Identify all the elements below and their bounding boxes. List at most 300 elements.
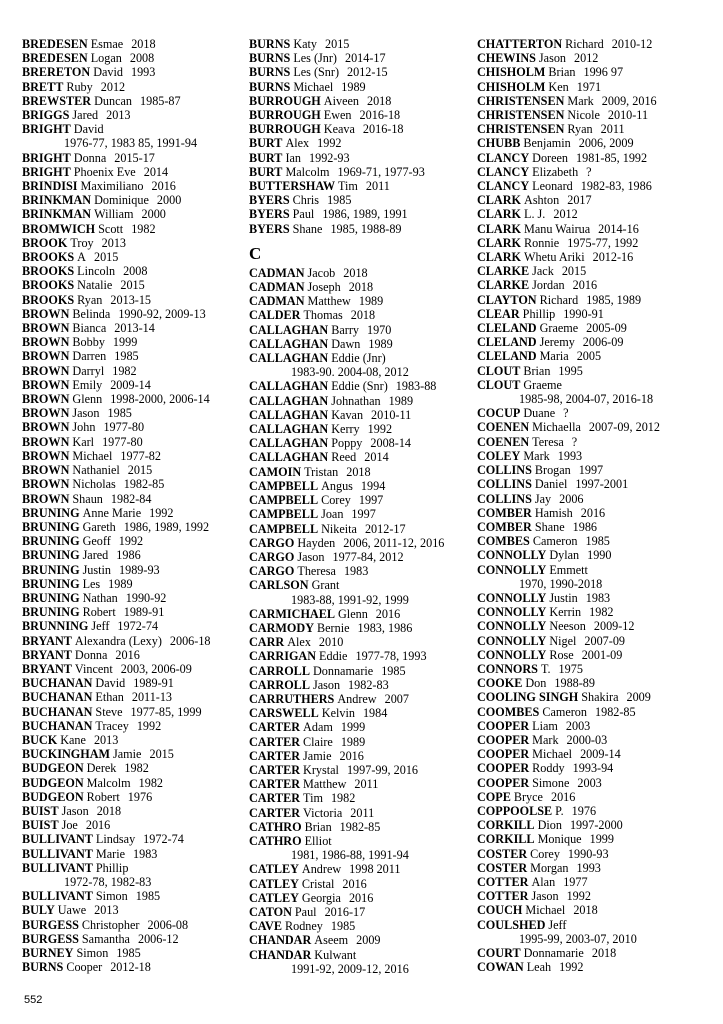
entry-surname: BROWN [22,377,70,392]
index-entry [22,278,244,292]
index-entry [249,905,474,919]
index-entry [22,80,244,94]
index-entry [249,664,474,678]
entry-years: 2018 [348,280,374,295]
index-entry [477,364,717,378]
index-entry [22,634,244,648]
index-entry [477,861,717,875]
entry-given-name: Katy [293,37,318,51]
index-entry [249,692,474,706]
entry-given-name: Kerry [331,422,360,437]
entry-surname: CATON [249,904,292,919]
entry-years: 2005 [576,349,602,364]
index-entry [22,847,244,861]
entry-given-name: Angus [321,478,353,493]
entry-years: 1975-77, 1992 [567,235,639,250]
entry-surname: CALDER [249,308,301,323]
index-entry [249,948,474,962]
entry-years: 1989 [368,336,393,351]
index-entry [22,420,244,434]
index-entry [477,207,717,221]
entry-surname: CAMPBELL [249,521,319,536]
index-entry [477,818,717,832]
index-entry [249,422,474,436]
entry-years: 2016 [580,505,606,520]
entry-surname: CADMAN [249,265,305,280]
index-entry [477,321,717,335]
entry-given-name: Tim [338,179,358,194]
index-entry [249,919,474,933]
index-entry [249,862,474,876]
index-entry [249,820,474,834]
entry-surname: CAMPBELL [249,507,319,522]
entry-years: 2009 [626,690,651,705]
index-entry [477,307,717,321]
entry-given-name: Jay [534,491,552,506]
index-entry [249,207,474,221]
entry-given-name: Jared [72,108,99,123]
entry-years: 2010-11 [607,108,649,123]
entry-given-name: Phoenix Eve [73,164,136,179]
index-entry [249,933,474,947]
entry-given-name: Bryce [513,789,543,804]
entry-given-name: Shakira [581,690,619,705]
entry-given-name: Victoria [303,805,343,820]
entry-given-name: Emmett [549,562,588,577]
entry-surname: COOKE [477,676,523,691]
index-entry [249,94,474,108]
entry-given-name: Ronnie [524,235,560,250]
entry-years: 2016 [572,278,598,293]
entry-surname: CHISHOLM [477,65,546,80]
entry-years: 1986, 1989, 1992 [123,519,210,534]
entry-surname: BULY [22,903,55,918]
entry-years: 2000 [141,207,166,222]
index-entry [22,903,244,917]
entry-given-name: Kelvin [321,706,355,721]
index-entry [22,804,244,818]
index-entry [249,323,474,337]
index-entry [22,165,244,179]
entry-surname: CARTER [249,805,301,820]
entry-years: 2011 [354,777,379,792]
entry-years: 2013 [93,732,119,747]
entry-surname: CARTER [249,720,301,735]
entry-years: 1990-92, 2009-13 [118,306,206,321]
index-entry [22,307,244,321]
entry-given-name: Mark [567,93,594,108]
index-entry [22,861,244,875]
entry-years: 2016 [85,818,111,833]
index-entry [22,250,244,264]
entry-given-name: Duane [523,406,556,421]
index-entry [249,763,474,777]
entry-surname: CLOUT [477,363,521,378]
index-entry [477,705,717,719]
entry-surname: CAVE [249,919,282,934]
index-entry [477,293,717,307]
entry-given-name: Tracey [95,718,129,733]
entry-years: 2006, 2009 [578,136,634,151]
entry-given-name: Les (Jnr) [293,51,337,66]
entry-given-name: Donnamarie [523,946,584,960]
entry-given-name: Ian [285,150,301,165]
entry-given-name: Esmae [90,37,124,51]
index-entry [22,293,244,307]
index-entry [22,563,244,577]
index-entry [22,94,244,108]
index-entry [477,591,717,605]
entry-surname: CLOUT [477,377,521,392]
index-entry [22,449,244,463]
index-entry [249,877,474,891]
entry-given-name: Malcolm [285,164,330,179]
index-entry [477,520,717,534]
index-entry [477,406,717,420]
entry-years: 1983 [133,846,158,861]
entry-surname: BUDGEON [22,775,84,790]
entry-given-name: Christopher [81,917,140,932]
entry-surname: BUCHANAN [22,676,93,691]
index-entry [22,193,244,207]
entry-years-continuation: 1983-88, 1991-92, 1999 [291,592,409,607]
entry-given-name: Aseem [314,933,349,948]
entry-years: 1977-82 [120,448,161,463]
entry-years: 1997 [358,493,384,508]
entry-surname: BRIGHT [22,150,71,165]
entry-surname: BROOKS [22,250,75,265]
entry-years: 1985-87 [140,93,181,108]
entry-surname: CATLEY [249,876,299,891]
entry-given-name: Rodney [284,919,323,934]
entry-years: 1985 [327,193,352,208]
entry-surname: CHRISTENSEN [477,122,565,137]
entry-years: 1982 [589,605,614,620]
entry-years: 2011 [365,179,390,194]
entry-given-name: Jacob [307,265,336,280]
entry-years: 1983 [585,590,611,605]
entry-years: 1989 [388,393,414,408]
entry-surname: BURT [249,164,283,179]
entry-years: 2012-17 [364,521,406,536]
entry-given-name: Kulwant [314,947,357,962]
entry-given-name: Whetu Ariki [524,250,585,265]
entry-given-name: Joseph [307,280,341,295]
entry-surname: BURROUGH [249,108,321,123]
entry-years: 2016 [550,789,576,804]
entry-years: 1977-80 [102,434,143,449]
entry-surname: BROWN [22,321,70,336]
entry-given-name: Elizabeth [532,164,579,179]
entry-years: 2008 [129,51,155,66]
entry-surname: CALLAGHAN [249,336,329,351]
entry-given-name: Graeme [539,321,579,336]
entry-given-name: Kane [60,732,86,747]
entry-given-name: Nathaniel [72,463,120,478]
index-entry [249,635,474,649]
entry-given-name: Troy [70,235,94,250]
entry-years: 1990-93 [567,846,609,861]
entry-given-name: Eddie (Snr) [331,379,388,394]
entry-surname: CALLAGHAN [249,450,329,465]
entry-years: 1999 [112,335,138,350]
index-entry [249,51,474,65]
index-entry [249,777,474,791]
entry-years: 1977-84, 2012 [332,549,404,564]
entry-given-name: Darryl [72,363,105,378]
entry-surname: BULLIVANT [22,832,93,847]
entry-surname: BRUNING [22,548,80,563]
index-entry [477,349,717,363]
entry-years: 2018 [591,946,617,960]
entry-years: 2000 [156,193,182,208]
index-entry [477,477,717,491]
index-entry [477,875,717,889]
entry-surname: COSTER [477,860,528,875]
index-entry [249,678,474,692]
entry-given-name: Robert [86,789,120,804]
entry-years: 1990-92 [125,590,167,605]
index-entry [249,280,474,294]
index-entry [22,776,244,790]
entry-given-name: Ryan [567,122,593,137]
index-entry [477,946,717,960]
index-entry [249,607,474,621]
entry-given-name: Cristal [301,876,335,891]
entry-given-name: Logan [90,51,122,66]
entry-given-name: Jamie [113,747,142,762]
index-entry [477,463,717,477]
entry-years: 1982 [138,775,164,790]
entry-given-name: Adam [303,720,333,735]
entry-years: 2006-08 [147,917,189,932]
entry-given-name: Karl [72,434,95,449]
entry-given-name: Robert [82,605,116,620]
entry-years: 2018 [343,265,368,280]
index-entry [249,621,474,635]
entry-given-name: Scott [98,221,124,236]
entry-surname: CLELAND [477,335,537,350]
entry-surname: BULLIVANT [22,889,93,904]
entry-surname: CLANCY [477,150,530,165]
index-entry [477,151,717,165]
entry-surname: BURT [249,150,283,165]
index-entry [477,690,717,704]
index-entry [249,834,474,848]
entry-years: 1981-85, 1992 [576,150,648,165]
entry-given-name: Lindsay [95,832,136,847]
entry-years-continuation: 1970, 1990-2018 [519,576,603,591]
entry-years: 2008-14 [370,436,412,451]
entry-years: 1985 [135,889,161,904]
entry-years: 2009, 2016 [601,93,657,108]
index-entry [22,207,244,221]
entry-given-name: Neeson [549,619,586,634]
entry-years-continuation: 1985-98, 2004-07, 2016-18 [519,392,654,407]
entry-years: 1982-83, 1986 [580,179,652,194]
entry-surname: CLELAND [477,321,537,336]
entry-years: 1975 [558,661,583,676]
entry-surname: COENEN [477,420,530,435]
entry-surname: BROWN [22,434,70,449]
entry-surname: CLANCY [477,179,530,194]
entry-years: 1985 [114,349,139,364]
index-entry [22,747,244,761]
entry-years: 2012-15 [347,65,388,80]
index-entry [249,649,474,663]
entry-given-name: Ethan [95,690,124,705]
entry-surname: CONNOLLY [477,590,547,605]
entry-given-name: Brian [548,65,576,80]
index-entry [477,420,717,434]
entry-years: 2018 [350,308,376,323]
entry-given-name: Matthew [307,294,351,309]
entry-surname: BUDGEON [22,761,84,776]
entry-given-name: Jason [61,803,89,818]
index-entry [477,108,717,122]
index-entry [477,449,717,463]
entry-given-name: Alan [531,874,556,889]
entry-surname: BRUNING [22,605,80,620]
entry-years: 2008 [123,264,148,279]
entry-given-name: Corey [530,846,560,861]
entry-given-name: Dylan [549,548,580,563]
entry-surname: BROWN [22,491,70,506]
entry-given-name: Corey [321,493,351,508]
index-entry [249,379,474,393]
index-entry [22,605,244,619]
entry-surname: BREWSTER [22,93,92,108]
entry-years: 1998 2011 [349,862,401,877]
index-entry [249,735,474,749]
index-entry [249,337,474,351]
entry-given-name: Doreen [532,150,569,165]
entry-given-name: T. [540,661,551,676]
entry-years: 2003 [577,775,602,790]
entry-surname: CORKILL [477,832,535,847]
entry-years: 1984 [362,706,388,721]
entry-surname: COLLINS [477,477,532,492]
entry-given-name: John [72,420,96,435]
entry-surname: BUCKINGHAM [22,747,111,762]
entry-surname: CLARKE [477,264,530,279]
section-letter-heading: C [249,243,262,263]
entry-years: 1989-91 [123,605,165,620]
index-entry [477,136,717,150]
entry-years: 1992 [118,534,144,549]
entry-years-continuation: 1976-77, 1983 85, 1991-94 [64,136,198,151]
index-entry [477,903,717,917]
index-entry [22,946,244,960]
entry-surname: COUCH [477,903,523,918]
entry-given-name: Nigel [549,633,577,648]
entry-given-name: Joan [321,507,344,522]
entry-years-continuation: 1981, 1986-88, 1991-94 [291,848,409,863]
index-entry [477,264,717,278]
entry-surname: BRIGHT [22,164,71,179]
entry-given-name: Jason [538,51,567,66]
entry-years: 1969-71, 1977-93 [337,164,425,179]
entry-surname: BROOK [22,235,68,250]
entry-years: 2016 [151,179,176,194]
index-entry [477,236,717,250]
entry-years: 1989 [341,79,366,94]
entry-surname: COWAN [477,960,524,975]
entry-given-name: Michael [293,79,334,94]
index-entry [22,960,244,974]
entry-years: 1989-93 [119,562,160,577]
entry-given-name: David [93,65,123,80]
entry-years: 2016-18 [359,108,401,123]
entry-years: 1997 [578,463,604,478]
entry-years: 1986, 1989, 1991 [322,207,408,222]
entry-given-name: Justin [549,590,578,605]
entry-surname: BURNS [22,960,64,975]
entry-given-name: William [94,207,134,222]
index-entry [477,179,717,193]
entry-years: 1996 97 [583,65,624,80]
entry-years: 1985, 1989 [586,292,642,307]
index-entry [477,222,717,236]
entry-surname: CONNOLLY [477,548,547,563]
entry-years: 2017 [567,193,592,208]
entry-given-name: Theresa [297,564,336,579]
entry-surname: CHRISTENSEN [477,108,565,123]
index-entry [477,534,717,548]
entry-surname: CALLAGHAN [249,407,329,422]
entry-surname: CONNOLLY [477,605,547,620]
entry-years: 2006 [559,491,584,506]
entry-years: 2016 [115,647,140,662]
entry-surname: CLAYTON [477,292,537,307]
entry-years: 2009-12 [593,619,635,634]
entry-surname: BROWN [22,392,70,407]
entry-surname: CARTER [249,777,301,792]
index-entry [22,648,244,662]
entry-given-name: Michael [72,448,113,463]
entry-surname: BURNS [249,51,291,66]
entry-surname: CARGO [249,564,295,579]
entry-surname: BURGESS [22,917,79,932]
entry-years: 1985 [116,946,141,960]
entry-surname: COLEY [477,448,521,463]
entry-surname: BROWN [22,335,70,350]
entry-surname: BURT [249,136,283,151]
entry-surname: BURROUGH [249,93,321,108]
entry-given-name: Ryan [77,292,103,307]
entry-given-name: Dominique [94,193,149,208]
entry-given-name: Ewen [323,108,352,123]
entry-years-continuation: 1991-92, 2009-12, 2016 [291,961,409,976]
entry-surname: COOMBES [477,704,540,719]
entry-given-name: Phillip [522,306,556,321]
entry-given-name: Hayden [297,535,336,550]
entry-years: 2003, 2006-09 [120,661,192,676]
entry-given-name: Richard [565,37,604,51]
entry-surname: CLARK [477,235,522,250]
entry-given-name: Jason [297,549,325,564]
entry-years: 1982-83 [348,677,389,692]
entry-years: 1983 [343,564,369,579]
entry-given-name: Graeme [523,377,562,392]
entry-surname: BRINKMAN [22,193,92,208]
entry-given-name: Johnathan [331,393,381,408]
entry-years: 1982-85 [339,819,381,834]
entry-given-name: Brian [523,363,551,378]
entry-given-name: Daniel [534,477,568,492]
entry-given-name: Cameron [542,704,587,719]
index-entry [477,918,717,932]
